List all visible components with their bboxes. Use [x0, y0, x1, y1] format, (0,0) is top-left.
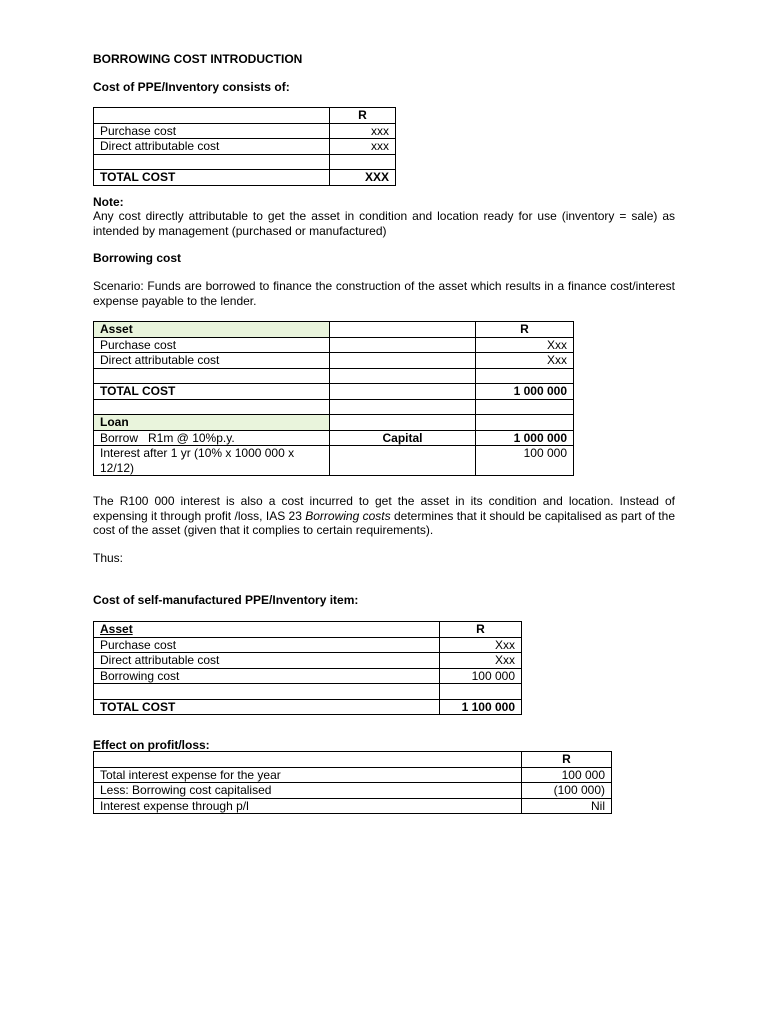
section3-heading: Cost of self-manufactured PPE/Inventory item:	[93, 593, 359, 607]
row-label: Interest expense through p/l	[94, 798, 522, 814]
table-cell	[330, 322, 476, 338]
row-label: Direct attributable cost	[94, 353, 330, 369]
table-row	[94, 108, 396, 124]
table-cell	[330, 337, 476, 353]
table-row	[94, 430, 574, 446]
loan-label: Loan	[94, 415, 330, 431]
total-label: TOTAL COST	[94, 170, 330, 186]
table-row	[94, 368, 574, 384]
table-cell	[94, 368, 330, 384]
table-header-cell: R	[476, 322, 574, 338]
table-cell	[94, 752, 522, 768]
table-row	[94, 767, 612, 783]
table-cell	[476, 399, 574, 415]
total-label: TOTAL COST	[94, 699, 440, 715]
table-row	[94, 783, 612, 799]
section1-heading: Cost of PPE/Inventory consists of:	[93, 80, 290, 94]
row-label: Total interest expense for the year	[94, 767, 522, 783]
borrowing-heading: Borrowing cost	[93, 251, 182, 265]
table-row	[94, 684, 522, 700]
table-row	[94, 170, 396, 186]
row-value: 100 000	[522, 767, 612, 783]
table-cell	[440, 684, 522, 700]
profit-loss-table	[93, 751, 612, 814]
row-value: Xxx	[440, 637, 522, 653]
table-cell	[94, 684, 440, 700]
row-label: Direct attributable cost	[94, 653, 440, 669]
capitalisation-paragraph	[93, 494, 675, 538]
row-value: Xxx	[440, 653, 522, 669]
table-row	[94, 446, 574, 476]
row-label: Direct attributable cost	[94, 139, 330, 155]
total-label: TOTAL COST	[94, 384, 330, 400]
thus-text: Thus:	[93, 551, 124, 565]
asset-loan-table	[93, 321, 574, 476]
borrow-label: Borrow R1m @ 10%p.y.	[94, 430, 330, 446]
table-row	[94, 399, 574, 415]
row-value: Xxx	[476, 337, 574, 353]
capital-label: Capital	[330, 430, 476, 446]
table-row	[94, 668, 522, 684]
row-label: Less: Borrowing cost capitalised	[94, 783, 522, 799]
table-cell	[330, 368, 476, 384]
section4-heading: Effect on profit/loss:	[93, 738, 210, 752]
table-cell	[330, 446, 476, 476]
table-row	[94, 353, 574, 369]
table-row	[94, 384, 574, 400]
asset-label: Asset	[94, 622, 440, 638]
table-header-cell: R	[522, 752, 612, 768]
table-header-cell: R	[440, 622, 522, 638]
paragraph-text: determines that it should be capitalised as part of the cost of the asset (given that it complies to certain requirements).	[93, 508, 675, 537]
table-row	[94, 699, 522, 715]
interest-value: 100 000	[476, 446, 574, 476]
standard-name: Borrowing costs	[305, 508, 391, 523]
note-text: Any cost directly attributable to get the asset in condition and location ready for use (inventory = sale) as intended by management (purchased or manufactured)	[93, 209, 675, 238]
row-label: Purchase cost	[94, 337, 330, 353]
document-title: BORROWING COST INTRODUCTION	[93, 52, 303, 66]
table-cell	[476, 415, 574, 431]
table-row	[94, 653, 522, 669]
scenario-text: Scenario: Funds are borrowed to finance the construction of the asset which results in a finance cost/interest expense payable to the lender.	[93, 279, 675, 308]
row-label: Borrowing cost	[94, 668, 440, 684]
total-value: 1 000 000	[476, 384, 574, 400]
row-label: Purchase cost	[94, 123, 330, 139]
table-row	[94, 123, 396, 139]
note-heading: Note:	[93, 195, 124, 209]
row-value: xxx	[330, 139, 396, 155]
table-row	[94, 798, 612, 814]
table-row	[94, 415, 574, 431]
row-value: 100 000	[440, 668, 522, 684]
paragraph-text: The R100 000 interest is also a cost incurred to get the asset in its condition and location. Instead of expensing it through profit /loss, IAS 23	[93, 494, 675, 523]
row-value: Xxx	[476, 353, 574, 369]
self-manufactured-table	[93, 621, 522, 715]
row-value: (100 000)	[522, 783, 612, 799]
capital-value: 1 000 000	[476, 430, 574, 446]
row-value: Nil	[522, 798, 612, 814]
table-row	[94, 637, 522, 653]
table-row	[94, 622, 522, 638]
table-cell	[94, 399, 330, 415]
table-cell	[330, 154, 396, 170]
table-cell	[330, 353, 476, 369]
table-header-cell: R	[330, 108, 396, 124]
table-row	[94, 154, 396, 170]
table-cell	[476, 368, 574, 384]
table-cell	[94, 108, 330, 124]
table-cell	[330, 415, 476, 431]
asset-label: Asset	[94, 322, 330, 338]
table-cell	[330, 384, 476, 400]
total-value: XXX	[330, 170, 396, 186]
table-row	[94, 752, 612, 768]
table-cell	[330, 399, 476, 415]
total-value: 1 100 000	[440, 699, 522, 715]
table-row	[94, 139, 396, 155]
cost-table	[93, 107, 396, 186]
table-cell	[94, 154, 330, 170]
interest-label: Interest after 1 yr (10% x 1000 000 x 12/12)	[94, 446, 330, 476]
table-row	[94, 337, 574, 353]
table-row	[94, 322, 574, 338]
row-label: Purchase cost	[94, 637, 440, 653]
row-value: xxx	[330, 123, 396, 139]
